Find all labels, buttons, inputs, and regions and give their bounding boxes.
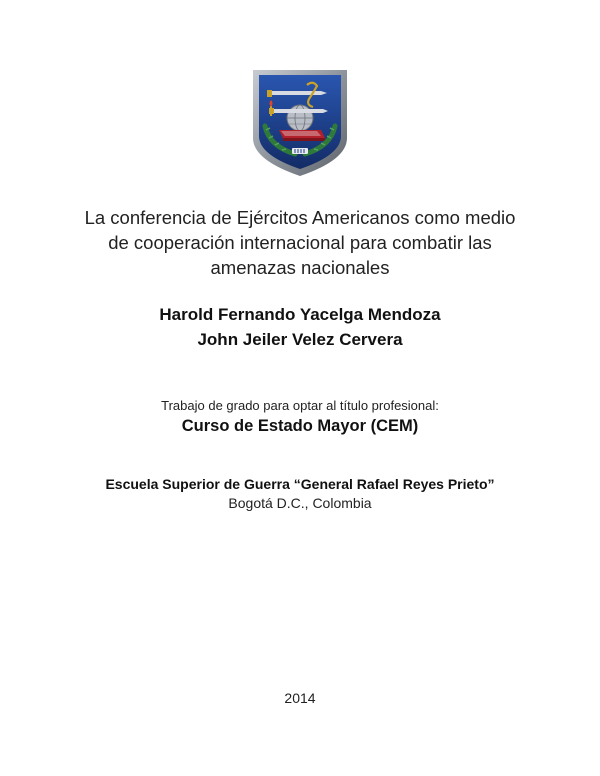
thesis-title-line-1: La conferencia de Ejércitos Americanos como medio: [84, 207, 516, 228]
author-1: Harold Fernando Yacelga Mendoza: [159, 305, 441, 324]
publication-year: 2014: [284, 690, 316, 706]
authors: [40, 302, 560, 352]
degree-intro: Trabajo de grado para optar al título profesional:: [161, 398, 439, 413]
thesis-title: [40, 205, 560, 280]
thesis-title-line-3: amenazas nacionales: [210, 257, 390, 278]
thesis-title-line-2: de cooperación internacional para combatir las: [108, 232, 492, 253]
institution-location: Bogotá D.C., Colombia: [228, 495, 372, 511]
military-school-crest-icon: [251, 68, 349, 178]
course-name: Curso de Estado Mayor (CEM): [181, 417, 419, 435]
institution-name: Escuela Superior de Guerra “General Rafael Reyes Prieto”: [105, 476, 495, 492]
author-2: John Jeiler Velez Cervera: [197, 330, 403, 349]
